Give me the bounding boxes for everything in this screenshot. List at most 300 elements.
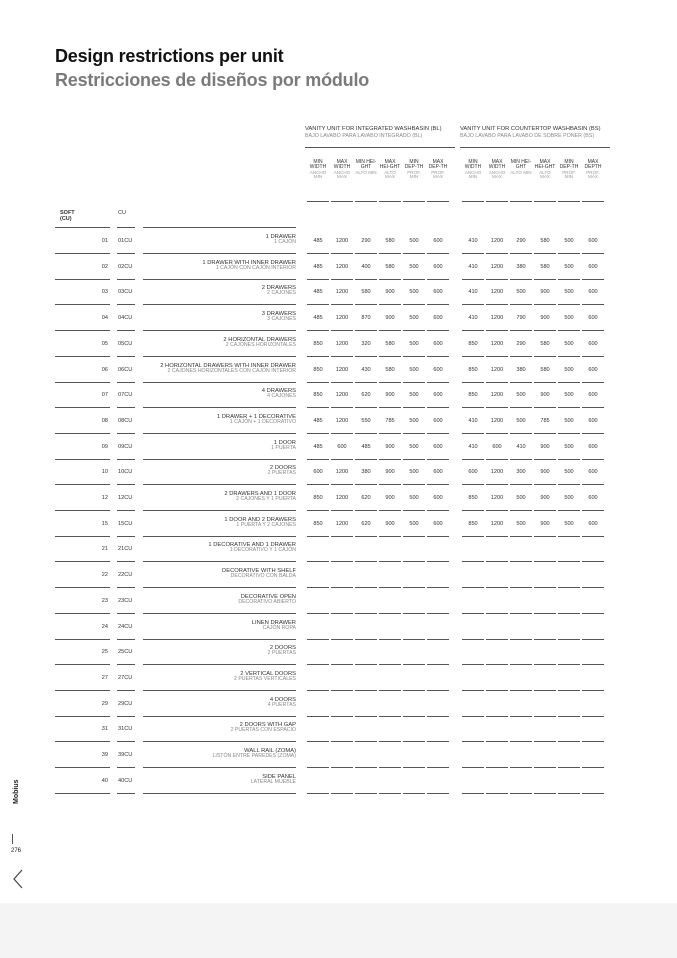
row-cell-divider [307, 356, 329, 357]
table-cell-value: 900 [385, 392, 395, 399]
table-cell-value: 1200 [490, 366, 504, 373]
row-cell-divider [403, 433, 425, 434]
column-header-en: MAX WIDTH [333, 159, 351, 171]
table-cell-value: 410 [516, 443, 526, 450]
row-description-en: 2 HORIZONTAL DRAWERS WITH INNER DRAWER [160, 362, 296, 369]
row-cell-divider [403, 664, 425, 665]
row-cell-divider [486, 330, 508, 331]
row-cell-divider [534, 561, 556, 562]
row-description-en: SIDE PANEL [262, 773, 296, 780]
row-divider [55, 330, 110, 331]
row-cell-divider [403, 793, 425, 794]
row-cell-divider [379, 767, 401, 768]
row-cell-divider [510, 510, 532, 511]
row-divider [143, 433, 296, 434]
row-cell-divider [462, 587, 484, 588]
row-cell-divider [558, 767, 580, 768]
table-cell-value: 620 [361, 520, 371, 527]
column-header-en: MIN DEP-TH [404, 159, 424, 171]
row-cell-divider [582, 561, 604, 562]
table-cell-value: 500 [564, 315, 574, 322]
row-cell-divider [558, 279, 580, 280]
row-cell-divider [462, 793, 484, 794]
row-divider [117, 484, 135, 485]
page-title: Design restrictions per unit [55, 46, 284, 66]
row-cell-divider [534, 536, 556, 537]
table-cell-value: 1200 [335, 469, 349, 476]
row-description [140, 311, 296, 323]
row-divider [143, 330, 296, 331]
row-number: 09 [101, 443, 108, 450]
row-divider [117, 510, 135, 511]
row-cell-divider [379, 253, 401, 254]
row-cell-divider [558, 459, 580, 460]
table-cell-value: 600 [588, 469, 598, 476]
row-cell-divider [307, 767, 329, 768]
row-cell-divider [486, 613, 508, 614]
row-cell-divider [558, 690, 580, 691]
row-cell-divider [534, 253, 556, 254]
table-cell-value: 500 [409, 289, 419, 296]
table-cell-value: 600 [433, 417, 443, 424]
row-cell-divider [331, 407, 353, 408]
row-cell-divider [379, 536, 401, 537]
row-divider [55, 741, 110, 742]
row-description [140, 645, 296, 657]
column-header-es: ALTO MAX [539, 169, 551, 180]
table-cell-value: 500 [516, 520, 526, 527]
table-cell-value: 1200 [490, 238, 504, 244]
table-cell-value: 410 [468, 443, 478, 450]
table-cell-value: 580 [540, 238, 550, 244]
column-header-underline [355, 201, 377, 202]
row-cell-divider [486, 304, 508, 305]
row-number: 03 [101, 289, 108, 296]
row-cell-divider [486, 793, 508, 794]
row-cell-divider [558, 330, 580, 331]
table-cell-value: 1200 [490, 263, 504, 270]
row-number: 31 [101, 726, 108, 733]
table-cell-value: 600 [433, 238, 443, 244]
row-cell-divider [427, 407, 449, 408]
row-cell-divider [403, 561, 425, 562]
row-number: 02 [101, 263, 108, 270]
row-cell-divider [427, 561, 449, 562]
table-cell-value: 500 [409, 469, 419, 476]
row-cell-divider [331, 767, 353, 768]
table-cell-value: 580 [385, 340, 395, 347]
table-cell-value: 410 [468, 417, 478, 424]
row-cell-divider [379, 716, 401, 717]
row-cell-divider [403, 536, 425, 537]
column-header-underline [307, 201, 329, 202]
table-cell-value: 600 [433, 315, 443, 322]
row-cell-divider [379, 639, 401, 640]
row-cell-divider [510, 536, 532, 537]
row-cell-divider [534, 741, 556, 742]
row-description [140, 722, 296, 734]
table-cell-value: 600 [492, 443, 502, 450]
row-cell-divider [510, 741, 532, 742]
table-cell-value: 600 [588, 495, 598, 501]
row-cell-divider [355, 716, 377, 717]
row-divider [143, 484, 296, 485]
table-cell-value: 785 [385, 417, 395, 424]
row-number: 04 [101, 315, 108, 322]
row-description-es: 4 PUERTAS [267, 701, 296, 708]
row-divider [143, 741, 296, 742]
table-cell-value: 485 [313, 417, 323, 424]
table-cell-value: 600 [433, 340, 443, 347]
row-cell-divider [558, 536, 580, 537]
row-code: 05CU [118, 340, 133, 347]
row-cell-divider [307, 561, 329, 562]
row-cell-divider [582, 382, 604, 383]
table-cell-value: 580 [361, 289, 371, 296]
row-cell-divider [462, 484, 484, 485]
row-cell-divider [403, 741, 425, 742]
table-cell-value: 500 [564, 289, 574, 296]
row-cell-divider [534, 304, 556, 305]
row-number: 23 [101, 597, 108, 604]
row-divider [55, 459, 110, 460]
row-divider [117, 253, 135, 254]
row-cell-divider [379, 690, 401, 691]
back-arrow-icon[interactable] [10, 868, 26, 890]
row-cell-divider [379, 613, 401, 614]
row-description-es: 1 DECORATIVO Y 1 CAJÓN [229, 547, 296, 554]
row-divider [117, 793, 135, 794]
row-divider [143, 613, 296, 614]
row-description-es: 2 PUERTAS [267, 470, 296, 477]
row-code: 02CU [118, 263, 133, 270]
row-cell-divider [534, 433, 556, 434]
row-cell-divider [355, 382, 377, 383]
table-cell-value: 500 [564, 340, 574, 347]
row-cell-divider [307, 741, 329, 742]
table-cell-value: 500 [409, 238, 419, 244]
table-cell-value: 485 [361, 443, 371, 450]
table-cell-value: 580 [540, 340, 550, 347]
row-description-en: DECORATIVE OPEN [240, 593, 296, 600]
table-cell-value: 485 [313, 315, 323, 322]
row-number: 22 [101, 572, 108, 579]
table-cell-value: 850 [313, 392, 323, 399]
row-cell-divider [486, 536, 508, 537]
row-cell-divider [534, 793, 556, 794]
table-cell-value: 500 [516, 495, 526, 501]
row-cell-divider [510, 356, 532, 357]
row-divider [117, 561, 135, 562]
row-cell-divider [462, 510, 484, 511]
group-underline [305, 147, 455, 148]
row-cell-divider [331, 613, 353, 614]
row-cell-divider [558, 613, 580, 614]
row-description-en: 2 DRAWERS AND 1 DOOR [224, 491, 296, 497]
row-cell-divider [558, 561, 580, 562]
table-cell-value: 580 [385, 238, 395, 244]
row-code: 08CU [118, 417, 133, 424]
row-description-en: LINEN DRAWER [251, 619, 296, 626]
table-cell-value: 580 [385, 366, 395, 373]
table-cell-value: 1200 [490, 469, 504, 476]
table-cell-value: 550 [361, 417, 371, 424]
row-cell-divider [582, 767, 604, 768]
row-cell-divider [534, 484, 556, 485]
row-cell-divider [355, 407, 377, 408]
row-cell-divider [307, 587, 329, 588]
row-cell-divider [427, 664, 449, 665]
row-description-en: 2 VERTICAL DOORS [240, 670, 296, 677]
viewer-bottom-bar [0, 903, 677, 958]
row-cell-divider [307, 407, 329, 408]
table-cell-value: 410 [468, 263, 478, 270]
row-cell-divider [355, 613, 377, 614]
row-cell-divider [558, 407, 580, 408]
table-cell-value: 1200 [490, 417, 504, 424]
row-cell-divider [379, 510, 401, 511]
row-description-es: 2 PUERTAS [267, 650, 296, 657]
row-cell-divider [486, 664, 508, 665]
group-header-es: BAJO LAVABO PARA LAVABO INTEGRADO (BL) [305, 132, 423, 139]
table-cell-value: 500 [564, 417, 574, 424]
group-header-es: BAJO LAVABO PARA LAVABO DE SOBRE PONER (BS) [460, 132, 595, 139]
row-code: 29CU [118, 700, 133, 707]
row-cell-divider [582, 536, 604, 537]
row-code: 07CU [118, 392, 133, 399]
row-cell-divider [379, 561, 401, 562]
table-cell-value: 500 [516, 392, 526, 399]
row-cell-divider [331, 716, 353, 717]
column-header-en: MIN WIDTH [309, 159, 327, 171]
table-cell-value: 600 [588, 392, 598, 399]
table-cell-value: 485 [313, 263, 323, 270]
row-description-en: 1 DRAWER [265, 234, 296, 240]
row-cell-divider [462, 613, 484, 614]
row-divider [117, 382, 135, 383]
row-cell-divider [510, 716, 532, 717]
table-cell-value: 410 [468, 238, 478, 244]
column-header-en: MAX HEI-GHT [379, 159, 401, 171]
row-description-es: 2 CAJONES Y 1 PUERTA [236, 496, 296, 503]
row-divider [55, 690, 110, 691]
table-cell-value: 1200 [335, 520, 349, 527]
row-description-es: 2 CAJONES HORIZONTALES CON CAJÓN INTERIOR [167, 367, 296, 374]
table-cell-value: 1200 [335, 315, 349, 322]
row-code: 15CU [118, 520, 133, 527]
row-divider [55, 613, 110, 614]
column-header-en: MIN WIDTH [464, 159, 482, 171]
row-description [140, 620, 296, 632]
cu-header: CU [118, 210, 126, 216]
table-cell-value: 850 [468, 366, 478, 373]
page-subtitle: Restricciones de diseños por módulo [55, 70, 370, 90]
row-cell-divider [355, 587, 377, 588]
row-cell-divider [534, 382, 556, 383]
column-header [355, 160, 377, 175]
row-cell-divider [462, 741, 484, 742]
row-description [140, 491, 296, 503]
row-cell-divider [558, 382, 580, 383]
group-underline [460, 147, 610, 148]
table-cell-value: 850 [313, 495, 323, 501]
column-header-underline [534, 201, 556, 202]
row-description-es: 4 CAJONES [267, 393, 296, 400]
row-cell-divider [355, 253, 377, 254]
row-cell-divider [582, 510, 604, 511]
row-cell-divider [403, 767, 425, 768]
row-divider [117, 613, 135, 614]
row-cell-divider [510, 639, 532, 640]
row-code: 39CU [118, 752, 133, 758]
row-cell-divider [403, 407, 425, 408]
table-cell-value: 600 [433, 469, 443, 476]
column-header [510, 160, 532, 175]
row-description-en: 3 DRAWERS [261, 311, 296, 318]
row-cell-divider [558, 793, 580, 794]
row-divider [117, 767, 135, 768]
row-number: 06 [101, 366, 108, 373]
row-description-es: 1 CAJÓN + 1 DECORATIVO [229, 418, 296, 425]
row-cell-divider [403, 484, 425, 485]
row-cell-divider [486, 407, 508, 408]
table-cell-value: 1200 [335, 495, 349, 501]
table-cell-value: 580 [540, 366, 550, 373]
row-cell-divider [510, 279, 532, 280]
row-cell-divider [510, 304, 532, 305]
table-cell-value: 380 [361, 469, 371, 476]
row-description [140, 440, 296, 452]
row-number: 07 [101, 392, 108, 399]
row-cell-divider [534, 613, 556, 614]
row-number: 40 [101, 777, 108, 784]
group-header [460, 127, 601, 139]
row-cell-divider [355, 561, 377, 562]
row-cell-divider [510, 793, 532, 794]
row-divider [55, 304, 110, 305]
row-code: 25CU [118, 649, 133, 656]
row-description-es: DECORATIVO ABIERTO [238, 598, 296, 605]
row-divider [117, 741, 135, 742]
row-cell-divider [486, 253, 508, 254]
row-divider [55, 382, 110, 383]
column-header-underline [558, 201, 580, 202]
row-cell-divider [462, 279, 484, 280]
column-header-underline [582, 201, 604, 202]
row-cell-divider [558, 510, 580, 511]
row-description-en: 2 DOORS [269, 645, 296, 652]
column-header-underline [462, 201, 484, 202]
row-cell-divider [534, 587, 556, 588]
row-description-es: 1 CAJÓN CON CAJÓN INTERIOR [215, 264, 296, 271]
table-cell-value: 380 [516, 366, 526, 373]
row-description-en: 4 DOORS [269, 696, 296, 703]
row-cell-divider [427, 587, 449, 588]
row-cell-divider [307, 433, 329, 434]
table-cell-value: 500 [409, 340, 419, 347]
row-description-es: 1 PUERTA Y 2 CAJONES [236, 521, 296, 528]
column-header-es: ANCHO MIN [309, 169, 327, 180]
row-cell-divider [486, 484, 508, 485]
row-description-es: 2 CAJONES [267, 290, 296, 297]
row-cell-divider [427, 767, 449, 768]
row-cell-divider [331, 741, 353, 742]
row-cell-divider [462, 536, 484, 537]
row-description-es: 3 CAJONES [267, 316, 296, 323]
table-cell-value: 500 [564, 392, 574, 399]
row-cell-divider [331, 279, 353, 280]
table-cell-value: 410 [468, 315, 478, 322]
row-cell-divider [510, 382, 532, 383]
row-cell-divider [403, 587, 425, 588]
row-cell-divider [403, 279, 425, 280]
column-header-en: MAX DEP-TH [428, 159, 448, 171]
column-header [558, 160, 580, 180]
table-cell-value: 600 [588, 289, 598, 296]
table-cell-value: 1200 [335, 263, 349, 270]
row-cell-divider [534, 356, 556, 357]
row-description-en: DECORATIVE WITH SHELF [222, 568, 296, 575]
row-cell-divider [427, 304, 449, 305]
row-divider [143, 510, 296, 511]
column-header-underline [403, 201, 425, 202]
column-header-en: MAX HEI-GHT [534, 159, 556, 171]
row-description [140, 517, 296, 529]
table-cell-value: 1200 [335, 238, 349, 244]
table-cell-value: 1200 [335, 340, 349, 347]
table-cell-value: 600 [433, 289, 443, 296]
table-cell-value: 400 [361, 263, 371, 270]
row-description [140, 234, 296, 246]
row-cell-divider [534, 510, 556, 511]
table-cell-value: 500 [409, 366, 419, 373]
row-divider [117, 433, 135, 434]
row-cell-divider [427, 536, 449, 537]
table-cell-value: 290 [516, 340, 526, 347]
row-cell-divider [486, 767, 508, 768]
row-divider [117, 459, 135, 460]
table-cell-value: 600 [588, 417, 598, 424]
column-header [403, 160, 425, 180]
table-cell-value: 900 [540, 520, 550, 527]
row-cell-divider [379, 459, 401, 460]
row-description [140, 748, 296, 760]
row-divider [143, 561, 296, 562]
row-cell-divider [355, 690, 377, 691]
row-divider [117, 664, 135, 665]
column-header [331, 160, 353, 180]
row-number: 25 [101, 649, 108, 656]
row-cell-divider [307, 279, 329, 280]
table-cell-value: 290 [361, 238, 371, 244]
row-cell-divider [427, 356, 449, 357]
row-cell-divider [379, 407, 401, 408]
row-cell-divider [355, 459, 377, 460]
table-cell-value: 850 [468, 520, 478, 527]
row-code: 03CU [118, 289, 133, 296]
row-cell-divider [582, 690, 604, 691]
row-cell-divider [486, 690, 508, 691]
row-divider [117, 587, 135, 588]
row-cell-divider [379, 793, 401, 794]
column-header [582, 160, 604, 180]
row-cell-divider [379, 330, 401, 331]
row-cell-divider [582, 716, 604, 717]
table-cell-value: 600 [588, 263, 598, 270]
row-cell-divider [462, 304, 484, 305]
row-cell-divider [510, 587, 532, 588]
table-cell-value: 1200 [335, 417, 349, 424]
